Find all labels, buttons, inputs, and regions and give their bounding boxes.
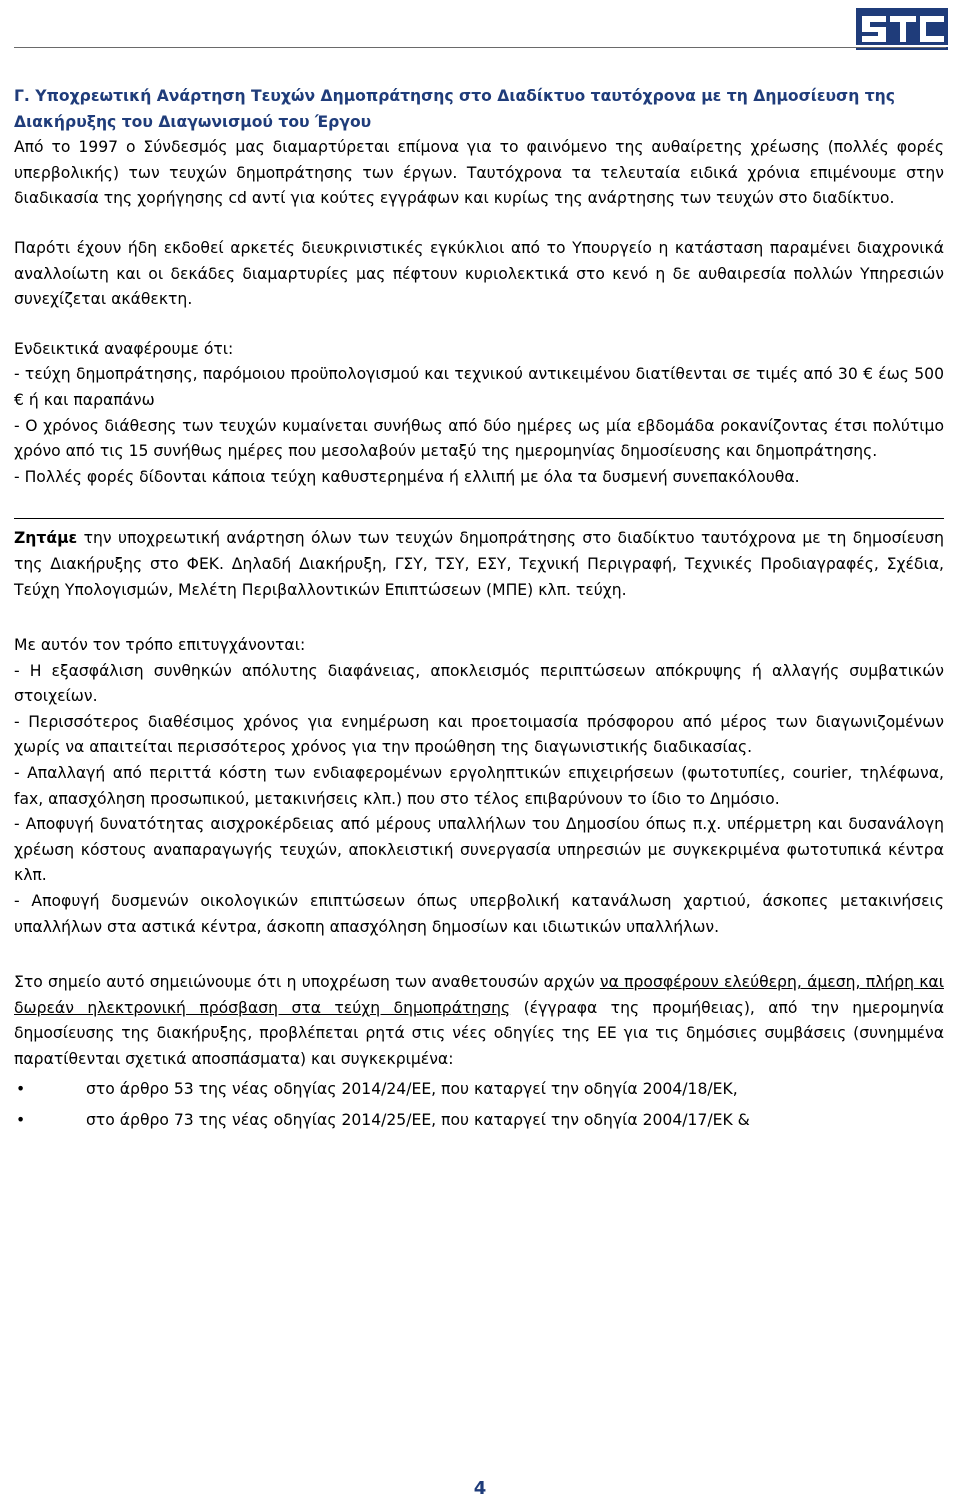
directive-bullet-list <box>14 1077 944 1134</box>
benefit-item: - Αποφυγή δυσμενών οικολογικών επιπτώσεων όπως υπερβολική κατανάλωση χαρτιού, άσκοπες μετακινήσεις υπαλλήλων στα αστικά κέντρα, άσκοπη απασχόληση δημοσίων και ιδιωτικών υπαλλήλων. <box>14 892 944 936</box>
request-paragraph <box>14 526 944 603</box>
closing-underlined-text: να προσφέρουν ελεύθερη, άμεση, πλήρη και δωρεάν ηλεκτρονική πρόσβαση στα τεύχη δημοπράτησης <box>14 973 944 1017</box>
benefits-lead: Με αυτόν τον τρόπο επιτυγχάνονται: <box>14 636 306 655</box>
section-heading: Γ. Υποχρεωτική Ανάρτηση Τευχών Δημοπράτησης στο Διαδίκτυο ταυτόχρονα με τη Δημοσίευση της Διακήρυξης του Διαγωνισμού του Έργου <box>14 87 896 131</box>
closing-paragraph <box>14 970 944 1072</box>
indicative-item: - Πολλές φορές δίδονται κάποια τεύχη καθυστερημένα ή ελλιπή με όλα τα δυσμενή συνεπακόλουθα. <box>14 467 800 486</box>
closing-text-before: Στο σημείο αυτό σημειώνουμε ότι η υποχρέωση των αναθετουσών αρχών <box>14 973 600 992</box>
benefit-item: - Αποφυγή δυνατότητας αισχροκέρδειας από μέρους υπαλλήλων του Δημοσίου όπως π.χ. υπέρμετρη και δυσανάλογη χρέωση κόστους αναπαραγωγής τευχών, αποκλειστική συνεργασία υπηρεσιών με συγκεκριμένα φωτοτυπικά κέντρα κλπ. <box>14 815 944 885</box>
paragraph-2: Παρότι έχουν ήδη εκδοθεί αρκετές διευκρινιστικές εγκύκλιοι από το Υπουργείο η κατάσταση παραμένει διαχρονικά αναλλοίωτη και οι δεκάδες διαμαρτυρίες μας πέφτουν κυριολεκτικά στο κενό η δε αυθαιρεσία πολλών Υπηρεσιών συνεχίζεται ακάθεκτη. <box>14 238 944 309</box>
intro-paragraph: Από το 1997 ο Σύνδεσμός μας διαμαρτύρεται επίμονα για το φαινόμενο της αυθαίρετης χρέωσης (πολλές φορές υπερβολικής) των τευχών δημοπράτησης των έργων. Ταυτόχρονα τα τελευταία ειδικά χρόνια επιμένουμε στην διαδικασία της χορήγησης cd αντί για κούτες εγγράφων και κυρίως της ανάρτησης των τευχών στο διαδίκτυο. <box>14 138 944 208</box>
closing-text-after: (έγγραφα της προμήθειας), από την ημερομηνία δημοσίευσης της διακήρυξης, προβλέπεται ρητά στις νέες οδηγίες της ΕΕ για τις δημόσιες συμβάσεις (συνημμένα παρατίθενται σχετικά αποσπάσματα) και συγκεκριμένα: <box>14 998 944 1068</box>
organisation-logo-icon <box>856 8 948 50</box>
indicative-item: - τεύχη δημοπράτησης, παρόμοιου προϋπολογισμού και τεχνικού αντικειμένου διατίθενται σε τιμές από 30 € έως 500 € ή και παραπάνω <box>14 365 944 409</box>
indicative-lead: Ενδεικτικά αναφέρουμε ότι: <box>14 339 234 358</box>
request-bold-word: Ζητάμε <box>14 529 78 548</box>
indicative-item: - Ο χρόνος διάθεσης των τευχών κυμαίνεται συνήθως από δύο ημέρες ως μία εβδομάδα ροκανίζοντας έτσι πολύτιμο χρόνο από τις 15 συνήθως ημέρες που μεσολαβούν μεταξύ της ημερομηνίας δημοσίευσης και δημοπράτησης. <box>14 416 944 461</box>
benefit-item: - Περισσότερος διαθέσιμος χρόνος για ενημέρωση και προετοιμασία πρόσφορου από μέρος των διαγωνιζομένων χωρίς να απαιτείται περισσότερος χρόνος για την προώθηση της διαγωνιστικής διαδικασίας. <box>14 712 944 757</box>
header-rule <box>14 47 946 48</box>
benefit-item: - Απαλλαγή από περιττά κόστη των ενδιαφερομένων εργοληπτικών επιχειρήσεων (φωτοτυπίες, courier, τηλέφωνα, fax, απασχόληση προσωπικού, μετακινήσεις κλπ.) που στο τέλος επιβαρύνουν το ίδιο το Δημόσιο. <box>14 764 944 808</box>
bullet-item: • στο άρθρο 53 της νέας οδηγίας 2014/24/ΕΕ, που καταργεί την οδηγία 2004/18/ΕΚ, <box>14 1077 944 1103</box>
benefit-item: - Η εξασφάλιση συνθηκών απόλυτης διαφάνειας, αποκλεισμός περιπτώσεων απόκρυψης ή αλλαγής συμβατικών στοιχείων. <box>14 661 944 706</box>
document-body <box>14 84 944 1140</box>
section-divider <box>14 518 944 519</box>
request-text: την υποχρεωτική ανάρτηση όλων των τευχών δημοπράτησης στο διαδίκτυο ταυτόχρονα με τη δημοσίευση της Διακήρυξης στο ΦΕΚ. Δηλαδή Διακήρυξη, ΓΣΥ, ΤΣΥ, ΕΣΥ, Τεχνική Περιγραφή, Τεχνικές Προδιαγραφές, Σχέδια, Τεύχη Υπολογισμών, Μελέτη Περιβαλλοντικών Επιπτώσεων (ΜΠΕ) κλπ. τεύχη. <box>14 529 944 599</box>
page-number: 4 <box>473 1478 487 1499</box>
bullet-item: • στο άρθρο 73 της νέας οδηγίας 2014/25/ΕΕ, που καταργεί την οδηγία 2004/17/ΕΚ & <box>14 1108 944 1134</box>
